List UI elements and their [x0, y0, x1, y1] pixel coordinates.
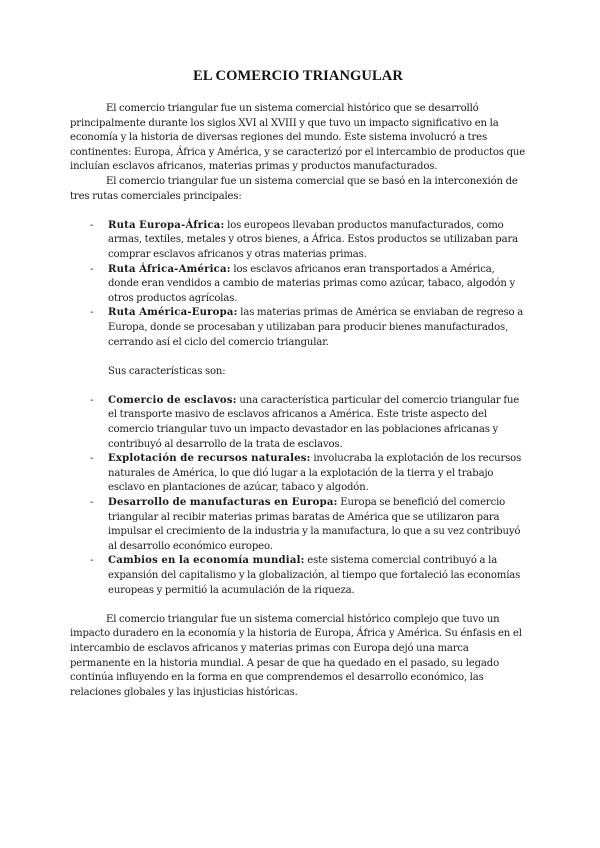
spacer — [70, 598, 526, 613]
dash-bullet-icon: - — [90, 307, 94, 319]
list-item-characteristic — [70, 394, 526, 452]
route-term: Ruta Europa-África: — [108, 219, 225, 231]
route-term: Ruta América-Europa: — [108, 307, 238, 319]
dash-bullet-icon: - — [90, 394, 94, 406]
characteristic-term: Explotación de recursos naturales: — [108, 453, 311, 465]
list-item-characteristic — [70, 554, 526, 598]
route-text: los europeos llevaban productos manufacturados, como armas, textiles, metales y otros bienes, a África. Estos productos se utilizaban para comprar esclavos africanos y otras materias primas. — [108, 219, 518, 260]
list-item-characteristic — [70, 496, 526, 554]
spacer — [70, 204, 526, 219]
dash-bullet-icon: - — [90, 219, 94, 231]
characteristic-text: este sistema comercial contribuyó a la expansión del capitalismo y la globalización, al tiempo que fortaleció las economías europeas y permitió la acumulación de la riqueza. — [108, 555, 521, 596]
conclusion-paragraph: El comercio triangular fue un sistema comercial histórico complejo que tuvo un impacto duradero en la economía y la historia de Europa, África y América. Su énfasis en el intercambio de esclavos africanos y materias primas con Europa dejó una marca permanente en la historia mundial. A pesar de que ha quedado en el pasado, su legado continúa influyendo en la forma en que comprendemos el desarrollo económico, las relaciones globales y las injusticias históricas. — [70, 613, 522, 698]
route-text: las materias primas de América se enviaban de regreso a Europa, donde se procesaban y utilizaban para producir bienes manufacturados, cerrando así el ciclo del comercio triangular. — [108, 307, 524, 348]
list-item-route — [70, 306, 526, 350]
dash-bullet-icon: - — [90, 497, 94, 509]
dash-bullet-icon: - — [90, 453, 94, 465]
characteristic-text: involucraba la explotación de los recursos naturales de América, lo que dió lugar a la explotación de la tierra y el trabajo esclavo en plantaciones de azúcar, tabaco y algodón. — [108, 453, 522, 494]
spacer — [70, 350, 526, 365]
routes-list — [70, 219, 526, 350]
dash-bullet-icon: - — [90, 555, 94, 567]
intro-paragraph-1: El comercio triangular fue un sistema comercial histórico que se desarrolló principalmente durante los siglos XVI al XVIII y que tuvo un impacto significativo en la economía y la historia de diversas regiones del mundo. Este sistema involucró a tres continentes: Europa, África y América, y se caracterizó por el intercambio de productos que incluían esclavos africanos, materias primas y productos manufacturados. — [70, 103, 526, 173]
characteristic-term: Desarrollo de manufacturas en Europa: — [108, 497, 338, 509]
characteristic-term: Cambios en la economía mundial: — [108, 555, 305, 567]
characteristic-text: Europa se benefició del comercio triangular al recibir materias primas baratas de América que se utilizaron para impulsar el crecimiento de la industria y la manufactura, lo que a su vez contribuyó al desarrollo económico europeo. — [108, 497, 521, 552]
document-title: EL COMERCIO TRIANGULAR — [193, 68, 403, 84]
route-text: los esclavos africanos eran transportados a América, donde eran vendidos a cambio de materias primas como azúcar, tabaco, algodón y otros productos agrícolas. — [108, 263, 516, 304]
route-term: Ruta África-América: — [108, 263, 231, 275]
intro-paragraph-2: El comercio triangular fue un sistema comercial que se basó en la interconexión de tres rutas comerciales principales: — [70, 175, 518, 202]
list-item-characteristic — [70, 452, 526, 496]
spacer — [70, 379, 526, 394]
document-page — [70, 66, 526, 700]
list-item-route — [70, 219, 526, 263]
list-item-route — [70, 263, 526, 307]
characteristic-text: una característica particular del comercio triangular fue el transporte masivo de esclavos africanos a América. Este triste aspecto del comercio triangular tuvo un impacto devastador en las poblaciones africanas y contribuyó al desarrollo de la trata de esclavos. — [108, 394, 520, 450]
characteristic-term: Comercio de esclavos: — [108, 394, 237, 406]
dash-bullet-icon: - — [90, 263, 94, 275]
characteristics-label: Sus características son: — [108, 365, 226, 377]
characteristics-list — [70, 394, 526, 598]
